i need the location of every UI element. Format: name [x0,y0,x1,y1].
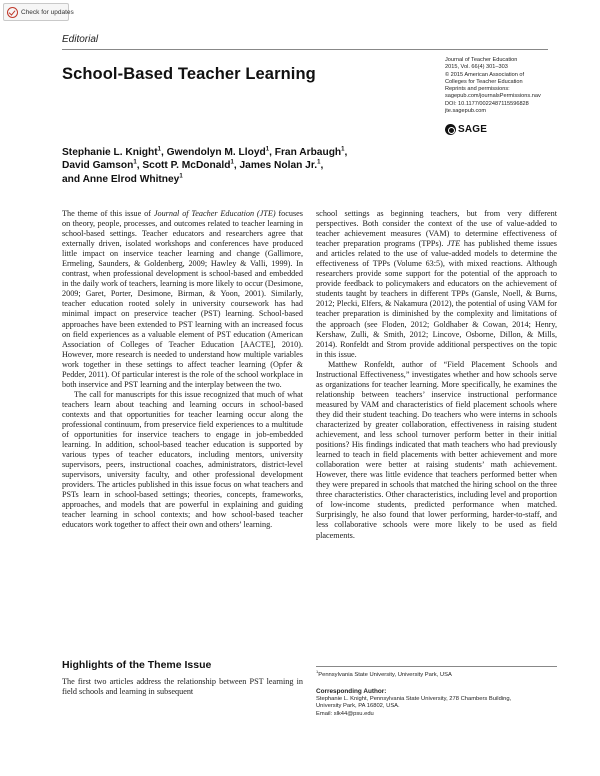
body-column-left [62,209,303,531]
body-paragraph: The theme of this issue of Journal of Teacher Education (JTE) focuses on theory, people, processes, and outcomes related to teacher learning in school-based settings. Teacher educators and researchers agree that externally driven, isolated workshops and conferences have produced little impact on inservice teacher learning and change (Gallimore, Ermeling, Saunders, & Goldenberg, 2009; Hawley & Valli, 1999). In contrast, when professional development is school-based and embedded in the daily work of teachers, learning is more likely to occur (Desimone, 2009; Garet, Porter, Desimone, Birman, & Yoon, 2001). Similarly, teacher education rooted solely in university coursework has had minimal impact on preservice teacher (PST) learning. School-based approaches have been extended to PST learning with an increased focus on field experiences as a valuable element of PST education (American Association of Colleges of Teacher Education [AACTE], 2010). However, more research is needed to understand how multiple variables work together in these settings to affect teacher learning (Opfer & Pedder, 2011). Of particular interest is the role of the school workplace in both inservice and PST learning and the interplay between the two. [62,209,303,389]
footnote-divider [316,666,557,667]
author-name[interactable]: James Nolan Jr.$^1$, [239,160,324,172]
author-name[interactable]: and Anne Elrod Whitney$^1$ [62,173,183,185]
section-label: Editorial [62,34,99,45]
author-line [62,146,422,159]
author-name[interactable]: Scott P. McDonald$^1$, [142,160,240,172]
publisher-name: SAGE [458,124,488,135]
journal-info-line[interactable]: Reprints and permissions: [445,86,510,93]
author-line [62,173,422,186]
affiliation: $^1$Pennsylvania State University, University Park, USA [316,669,452,678]
body-paragraph: school settings as beginning teachers, but from very different perspectives. Both consider the context of the use of value-added to teacher achievement measures (VAM) to determine effectiveness of teacher preparation programs (TPPs). JTE has published theme issues and articles related to the use of value-added models to determine the effectiveness of TPPs (Volume 63:5), with mixed reactions. Although researchers provide some support for the potential of the approach to provide feedback to policymakers and educators on the achievement of students taught by teachers in different TPPs (Gansle, Noell, & Burns, 2012; Plecki, Elfers, & Nakamura (2012), the potential of using VAM for teacher preparation is diminished by the complexity and limitations of the approach (see Floden, 2012; Goldhaber & Cowan, 2014; Henry, Kershaw, Zulli, & Smith, 2012; Lincove, Osborne, Dillon, & Mills, 2014). Ronfeldt and Strom provide additional perspectives on the topic in this issue. [316,209,557,359]
body-column-right [316,209,557,541]
corresponding-email[interactable]: Email: slk44@psu.edu [316,710,374,717]
journal-abbrev: JTE [447,239,461,249]
header-divider [62,49,548,50]
author-name[interactable]: Stephanie L. Knight$^1$, [62,146,167,158]
check-icon [7,7,18,18]
journal-info-line: 2015, Vol. 66(4) 301–303 [445,64,508,71]
author-list [62,146,422,186]
journal-name: Journal of Teacher Education (JTE) [153,209,276,218]
body-paragraph: The call for manuscripts for this issue recognized that much of what teachers learn about teaching and learning occurs in school-based contexts and that opportunities for teacher learning occur along the professional continuum, from preservice field experiences to a multitude of opportunities for inservice teachers to engage in job-embedded learning. In addition, school-based teacher education is supported by various types of teacher educators, including mentors, university supervisors, peers, instructional coaches, administrators, district-level supervisors, university faculty, and other professional development providers. The articles published in this issue focus on what teachers and PSTs learn in school-based settings; theories, concepts, frameworks, approaches, and models that are powerful in explaining and guiding teacher learning in school contexts; and how school-based teacher educators work together to affect their own and others’ learning. [62,389,303,530]
author-line [62,159,422,172]
check-for-updates-badge[interactable] [3,3,74,21]
corresponding-line: Stephanie L. Knight, Pennsylvania State University, 278 Chambers Building, [316,695,512,702]
body-paragraph: The first two articles address the relationship between PST learning in field schools and learning in subsequent [62,677,303,697]
author-name[interactable]: Fran Arbaugh$^1$, [274,146,348,158]
journal-info-line[interactable]: sagepub.com/journalsPermissions.nav [445,93,541,100]
author-name[interactable]: Gwendolyn M. Lloyd$^1$, [166,146,275,158]
article-title: School-Based Teacher Learning [62,65,316,83]
body-paragraph: Matthew Ronfeldt, author of “Field Placement Schools and Instructional Effectiveness,” investigates whether and how schools serve as organizations for teacher learning. More specifically, he examines the relationship between teachers’ inservice instructional performance measured by VAM and characteristics of field placement schools where they did their student teaching. Do teachers who were interns in schools characterized by greater collaboration, effectiveness in raising student achievement, and less school turnover perform better in their initial positions? His findings indicated that math teachers who had previously learned to teach in field placements with better achievement and more collaboration were better at raising students’ math achievement. However, there was little evidence that teachers performed better when they were prepared in schools that matched the hiring school on the three three characteristics. Other characteristics, including level and proportion of low-income students, predicted performance when matched. Surprisingly, he also found that lower performing, harder-to-staff, and less collaborative schools were more likely to be used as field placements. [316,359,557,540]
author-name[interactable]: David Gamson$^1$, [62,160,143,172]
sage-logo-icon [445,124,456,135]
corresponding-line: University Park, PA 16802, USA. [316,703,400,710]
corresponding-heading: Corresponding Author: [316,688,387,695]
publisher-logo [445,124,487,135]
section-heading: Highlights of the Theme Issue [62,659,212,671]
journal-info-line[interactable]: jte.sagepub.com [445,108,487,115]
journal-info-line: Journal of Teacher Education [445,57,518,63]
journal-info-line: © 2015 American Association of [445,71,525,78]
journal-info-line: Colleges for Teacher Education [445,78,523,85]
badge-label: Check for updates [21,8,74,16]
corresponding-author [316,688,557,718]
journal-info [445,57,557,115]
journal-info-line[interactable]: DOI: 10.1177/0022487115596828 [445,100,529,107]
